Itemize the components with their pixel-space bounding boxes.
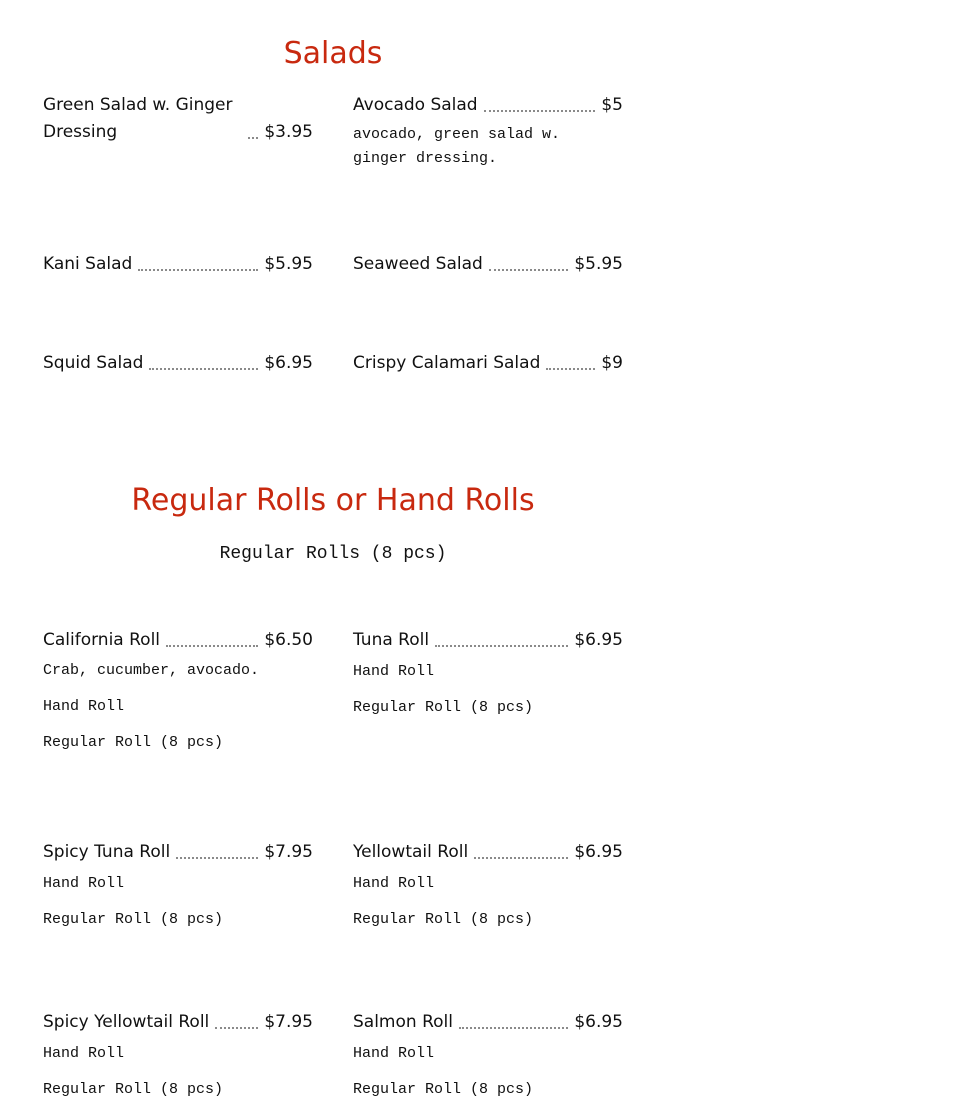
menu-item-crispy-calamari-salad [353,350,623,377]
menu-item-spicy-tuna-roll [43,839,313,930]
leader-dots [435,645,568,647]
option-regular-roll: Regular Roll (8 pcs) [43,911,224,928]
option-regular-roll: Regular Roll (8 pcs) [353,1081,534,1098]
item-price: $6.95 [574,1012,623,1032]
option-regular-roll: Regular Roll (8 pcs) [353,911,534,928]
menu-item-yellowtail-roll [353,839,623,930]
option-hand-roll: Hand Roll [353,663,435,680]
option-regular-roll: Regular Roll (8 pcs) [353,699,534,716]
option-hand-roll: Hand Roll [353,875,435,892]
item-price: $7.95 [264,1012,313,1032]
item-price: $6.50 [264,630,313,650]
menu-item-salmon-roll [353,1009,623,1100]
item-name: Spicy Yellowtail Roll [43,1012,210,1032]
leader-dots [215,1027,258,1029]
menu-item-kani-salad [43,251,313,278]
option-hand-roll: Hand Roll [43,875,125,892]
option-hand-roll: Hand Roll [353,1045,435,1062]
item-name: Avocado Salad [353,95,478,115]
item-name: Tuna Roll [353,630,430,650]
leader-dots [149,368,258,370]
menu-item-squid-salad [43,350,313,377]
leader-dots [138,269,258,271]
item-name: California Roll [43,630,161,650]
leader-dots [459,1027,568,1029]
item-name: Spicy Tuna Roll [43,842,171,862]
item-description: Crab, cucumber, avocado. [43,662,260,679]
rolls-subtitle: Regular Rolls (8 pcs) [219,544,447,564]
item-name: Seaweed Salad [353,254,483,274]
item-price: $9 [601,353,623,373]
menu-item-avocado-salad [353,92,623,171]
item-price: $6.95 [574,842,623,862]
leader-dots [546,368,595,370]
salads-section-title: Salads [283,36,383,71]
menu-item-seaweed-salad [353,251,623,278]
leader-dots [484,110,596,112]
option-hand-roll: Hand Roll [43,698,125,715]
item-name: Salmon Roll [353,1012,453,1032]
item-price: $5.95 [574,254,623,274]
leader-dots [166,645,258,647]
item-name: Squid Salad [43,353,144,373]
item-name: Kani Salad [43,254,133,274]
option-regular-roll: Regular Roll (8 pcs) [43,1081,224,1098]
leader-dots [474,857,568,859]
item-description: avocado, green salad w. ginger dressing. [353,126,561,167]
leader-dots [489,269,569,271]
item-price: $3.95 [264,122,313,142]
menu-item-spicy-yellowtail-roll [43,1009,313,1100]
item-name: Yellowtail Roll [353,842,469,862]
item-price: $6.95 [264,353,313,373]
item-price: $5 [601,95,623,115]
menu-item-tuna-roll [353,627,623,718]
option-hand-roll: Hand Roll [43,1045,125,1062]
rolls-section-title: Regular Rolls or Hand Rolls [131,483,535,518]
option-regular-roll: Regular Roll (8 pcs) [43,734,224,751]
menu-item-green-salad [43,92,313,146]
menu-item-california-roll [43,627,313,753]
item-name: Crispy Calamari Salad [353,353,541,373]
item-price: $5.95 [264,254,313,274]
item-price: $6.95 [574,630,623,650]
item-price: $7.95 [264,842,313,862]
leader-dots [248,137,258,139]
leader-dots [176,857,258,859]
item-name: Green Salad w. Ginger Dressing [43,95,233,142]
